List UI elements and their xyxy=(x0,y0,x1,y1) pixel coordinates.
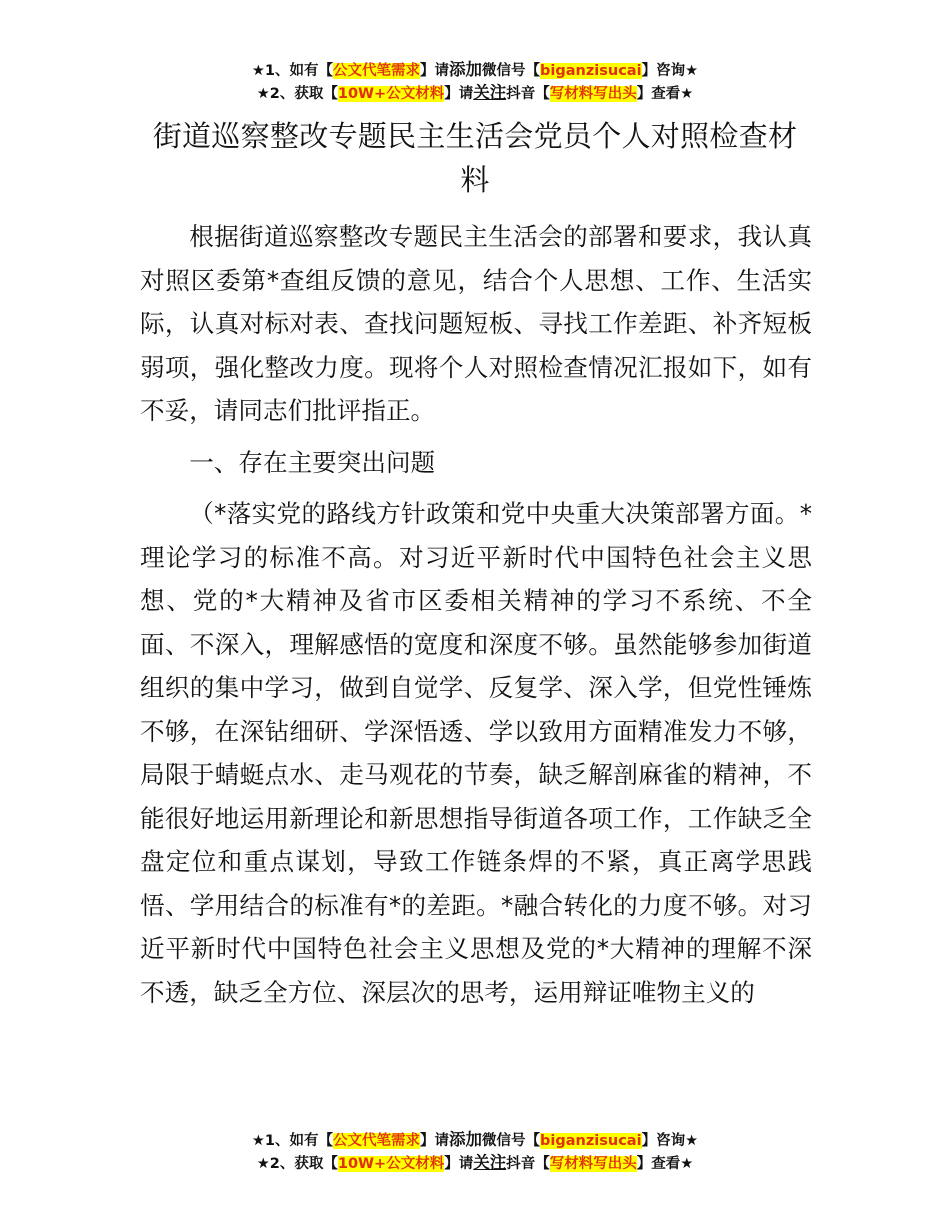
document-title: 街道巡察整改专题民主生活会党员个人对照检查材料 xyxy=(152,119,798,197)
banner-text: ★2、获取【 xyxy=(256,86,338,102)
footer-banner xyxy=(0,1129,950,1175)
banner-emphasis: 关注 xyxy=(473,83,507,102)
banner-text: 】请 xyxy=(444,86,474,102)
intro-paragraph: 根据街道巡察整改专题民主生活会的部署和要求，我认真对照区委第*查组反馈的意见，结合个人思想、工作、生活实际，认真对标对表、查找问题短板、寻找工作差距、补齐短板弱项，强化整改力度。现将个人对照检查情况汇报如下，如有不妥，请同志们批评指正。 xyxy=(140,222,812,425)
douyin-id: 写材料写出头 xyxy=(549,1156,637,1172)
highlight-text: 公文代笔需求 xyxy=(333,63,421,79)
banner-text: ★1、如有【 xyxy=(251,1133,334,1149)
wechat-id: biganzisucai xyxy=(540,1133,642,1149)
highlight-text: 公文代笔需求 xyxy=(333,1133,421,1149)
section-heading: 一、存在主要突出问题 xyxy=(189,447,436,477)
banner-line-2 xyxy=(0,1152,950,1175)
document-body xyxy=(140,215,812,1014)
highlight-text: 10W+公文材料 xyxy=(337,1156,445,1172)
banner-text: 】咨询★ xyxy=(641,63,699,79)
banner-emphasis: 添加 xyxy=(449,1130,483,1149)
banner-text: 微信号【 xyxy=(482,63,541,79)
douyin-id: 写材料写出头 xyxy=(549,86,637,102)
banner-text: 】查看★ xyxy=(636,86,694,102)
banner-line-2 xyxy=(0,82,950,105)
header-banner xyxy=(0,59,950,105)
banner-text: 】咨询★ xyxy=(641,1133,699,1149)
banner-emphasis: 关注 xyxy=(473,1153,507,1172)
section-paragraph: （*落实党的路线方针政策和党中央重大决策部署方面。*理论学习的标准不高。对习近平新时代中国特色社会主义思想、党的*大精神及省市区委相关精神的学习不系统、不全面、不深入，理解感悟的宽度和深度不够。虽然能够参加街道组织的集中学习，做到自觉学、反复学、深入学，但党性锤炼不够，在深钻细研、学深悟透、学以致用方面精准发力不够，局限于蜻蜓点水、走马观花的节奏，缺乏解剖麻雀的精神，不能很好地运用新理论和新思想指导街道各项工作，工作缺乏全盘定位和重点谋划，导致工作链条焊的不紧，真正离学思践悟、学用结合的标准有*的差距。*融合转化的力度不够。对习近平新时代中国特色社会主义思想及党的*大精神的理解不深不透，缺乏全方位、深层次的思考，运用辩证唯物主义的 xyxy=(140,499,812,1007)
banner-line-1 xyxy=(0,59,950,82)
banner-text: 】请 xyxy=(444,1156,474,1172)
banner-line-1 xyxy=(0,1129,950,1152)
banner-text: 抖音【 xyxy=(506,1156,550,1172)
highlight-text: 10W+公文材料 xyxy=(337,86,445,102)
banner-text: 】请 xyxy=(420,1133,450,1149)
banner-text: 抖音【 xyxy=(506,86,550,102)
banner-text: 】请 xyxy=(420,63,450,79)
banner-emphasis: 添加 xyxy=(449,60,483,79)
wechat-id: biganzisucai xyxy=(540,63,642,79)
banner-text: 】查看★ xyxy=(636,1156,694,1172)
banner-text: ★2、获取【 xyxy=(256,1156,338,1172)
banner-text: 微信号【 xyxy=(482,1133,541,1149)
banner-text: ★1、如有【 xyxy=(251,63,334,79)
